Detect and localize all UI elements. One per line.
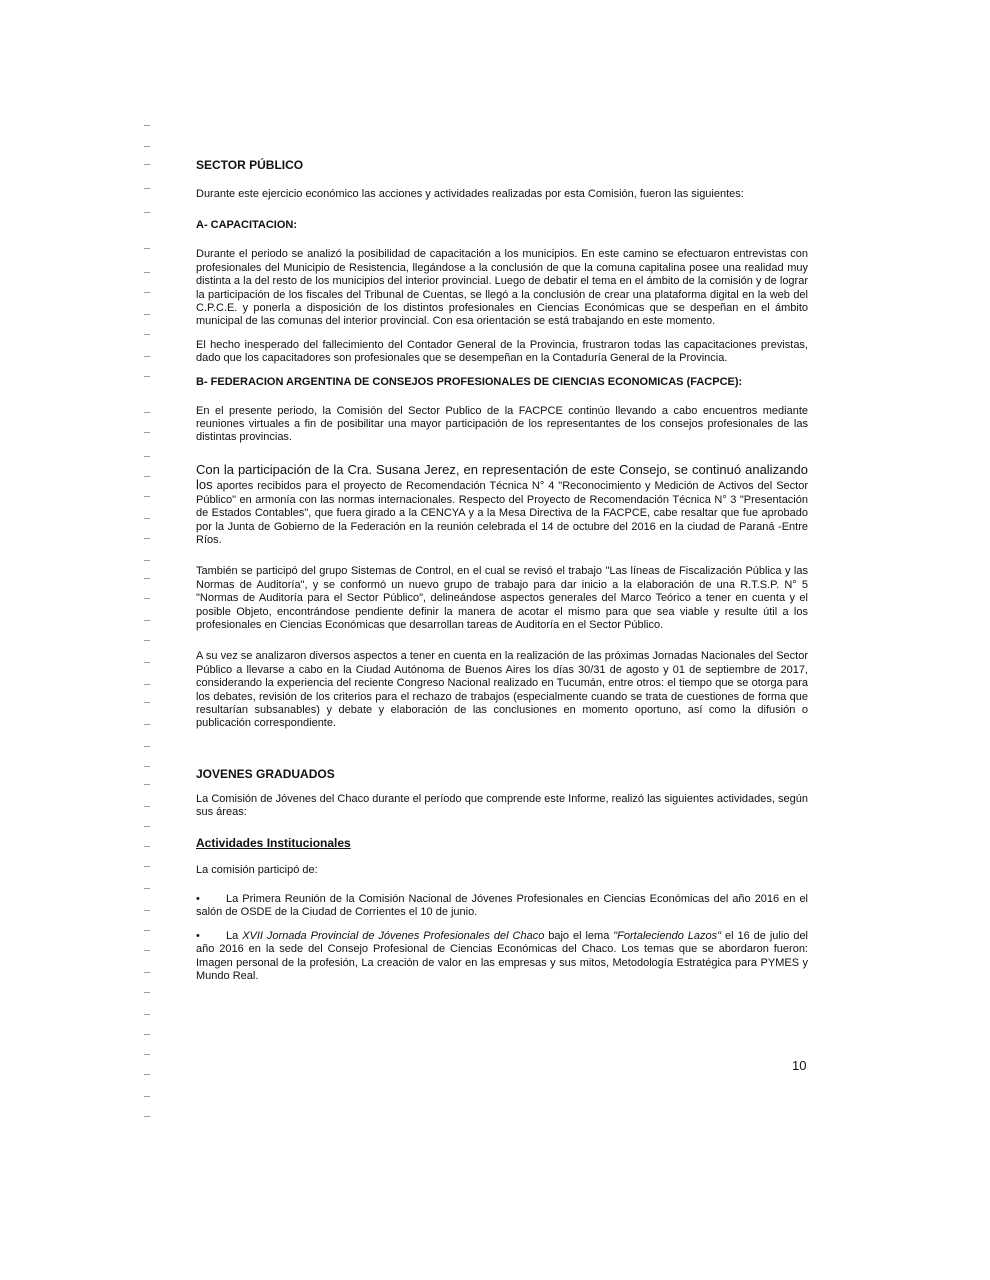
capacitacion-paragraph-1: Durante el periodo se analizó la posibilidad de capacitación a los municipios. En este camino se efectuaron entrevistas con profesionales del Municipio de Resistencia, llegándose a la conclusión de que la comuna capitalina posee una realidad muy distinta a la del resto de los municipios del interior provincial. Luego de debatir el tema en el ámbito de la comisión y de lograr la participación de los fiscales del Tribunal de Cuentas, se llegó a la conclusión de crear una plataforma digital en la web del C.P.C.E. y ponerla a disposición de los distintos profesionales en Ciencias Económicas que se despeñan en el ámbito municipal de las comunas del interior provincial. Con esa orientación se está trabajando en este momento. [196,248,808,328]
comision-participo: La comisión participó de: [196,863,318,876]
bullet-text-2-italic-2: "Fortaleciendo Lazos" [613,929,722,942]
document-body [196,158,808,993]
page-number: 10 [792,1058,807,1073]
facpce-paragraph-2-rest: aportes recibidos para el proyecto de Recomendación Técnica N° 4 "Reconocimiento y Medición de Activos del Sector Público" en armonía con las normas internacionales. Respecto del Proyecto de Recomendación Técnica N° 3 "Presentación de Estados Contables", que fuera girado a la CENCYA y a la Mesa Directiva de la FACPCE, cabe resaltar que fue aprobado por la Junta de Gobierno de la Federación en la reunión celebrada el 14 de octubre del 2016 en la ciudad de Paraná -Entre Ríos. [196,480,808,546]
bullet-icon: • [196,893,200,905]
bullet-text-2a: La [226,929,243,942]
facpce-paragraph-2-lead: Con la participación de la Cra. Susana Jerez, en representación de este Consejo, se continuó analizando los [196,461,808,493]
jovenes-intro: La Comisión de Jóvenes del Chaco durante el período que comprende este Informe, realizó las siguientes actividades, según sus áreas: [196,792,808,819]
subtitle-actividades-institucionales: Actividades Institucionales [196,835,351,850]
facpce-paragraph-1: En el presente periodo, la Comisión del Sector Publico de la FACPCE continúo llevando a cabo encuentros mediante reuniones virtuales a fin de posibilitar una mayor participación de los representantes de los consejos profesionales de las distintas provincias. [196,404,808,444]
capacitacion-paragraph-2: El hecho inesperado del fallecimiento del Contador General de la Provincia, frustraron todas las capacitaciones previstas, dado que los capacitadores son profesionales que se desempeñan en la Contaduría General de la Provincia. [196,338,808,365]
bullet-icon: • [196,929,200,942]
facpce-paragraph-2 [196,463,808,547]
section-title-jovenes: JOVENES GRADUADOS [196,766,335,781]
margin-scan-marks [140,120,160,1130]
bullet-text-2b: bajo el lema [544,929,614,942]
bullet-text-2-italic-1: XVII Jornada Provincial de Jóvenes Profesionales del Chaco [242,929,545,942]
list-item [196,930,808,984]
subtitle-facpce: B- FEDERACION ARGENTINA DE CONSEJOS PROFESIONALES DE CIENCIAS ECONOMICAS (FACPCE): [196,375,743,388]
facpce-paragraph-3: También se participó del grupo Sistemas de Control, en el cual se revisó el trabajo "Las líneas de Fiscalización Pública y las Normas de Auditoría", y se conformó un nuevo grupo de trabajo para dar inicio a la elaboración de una R.T.S.P. N° 5 "Normas de Auditoría para el Sector Público", delineándose aspectos generales del Marco Teórico a tener en cuenta y el posible Objeto, encontrándose pendiente definir la manera de acotar el mismo para que sea viable y resulte útil a los profesionales en Ciencias Económicas que desarrollan tareas de Auditoría en el Sector Público. [196,565,808,631]
subtitle-capacitacion: A- CAPACITACION: [196,219,298,232]
bullet-text-2c: el 16 de julio del año 2016 en la sede del Consejo Profesional de Ciencias Económicas del Chaco. Los temas que se abordaron fueron: Imagen personal de la profesión, La creación de valor en las empresas y sus mitos, Metodología Estratégica para PYMES y Mundo Real. [196,929,809,983]
list-item [196,893,808,920]
sector-publico-intro: Durante este ejercicio económico las acciones y actividades realizadas por esta Comisión, fueron las siguientes: [196,188,744,200]
section-title-sector-publico: SECTOR PÚBLICO [196,158,304,172]
facpce-paragraph-4: A su vez se analizaron diversos aspectos a tener en cuenta en la realización de las próximas Jornadas Nacionales del Sector Público a llevarse a cabo en la Ciudad Autónoma de Buenos Aires los días 30/31 de agosto y 01 de septiembre de 2017, considerando la experiencia del reciente Congreso Nacional realizado en Tucumán, entre otros: el tiempo que se otorga para los debates, revisión de los criterios para el rechazo de trabajos (especialmente cuando se trata de cuestiones de forma que resultarían subsanables) y debate y elaboración de las conclusiones en momento oportuno, así como la difusión o publicación correspondiente. [196,650,808,730]
bullet-text-1: La Primera Reunión de la Comisión Nacional de Jóvenes Profesionales en Ciencias Económicas del año 2016 en el salón de OSDE de la Ciudad de Corrientes el 10 de junio. [196,893,808,919]
